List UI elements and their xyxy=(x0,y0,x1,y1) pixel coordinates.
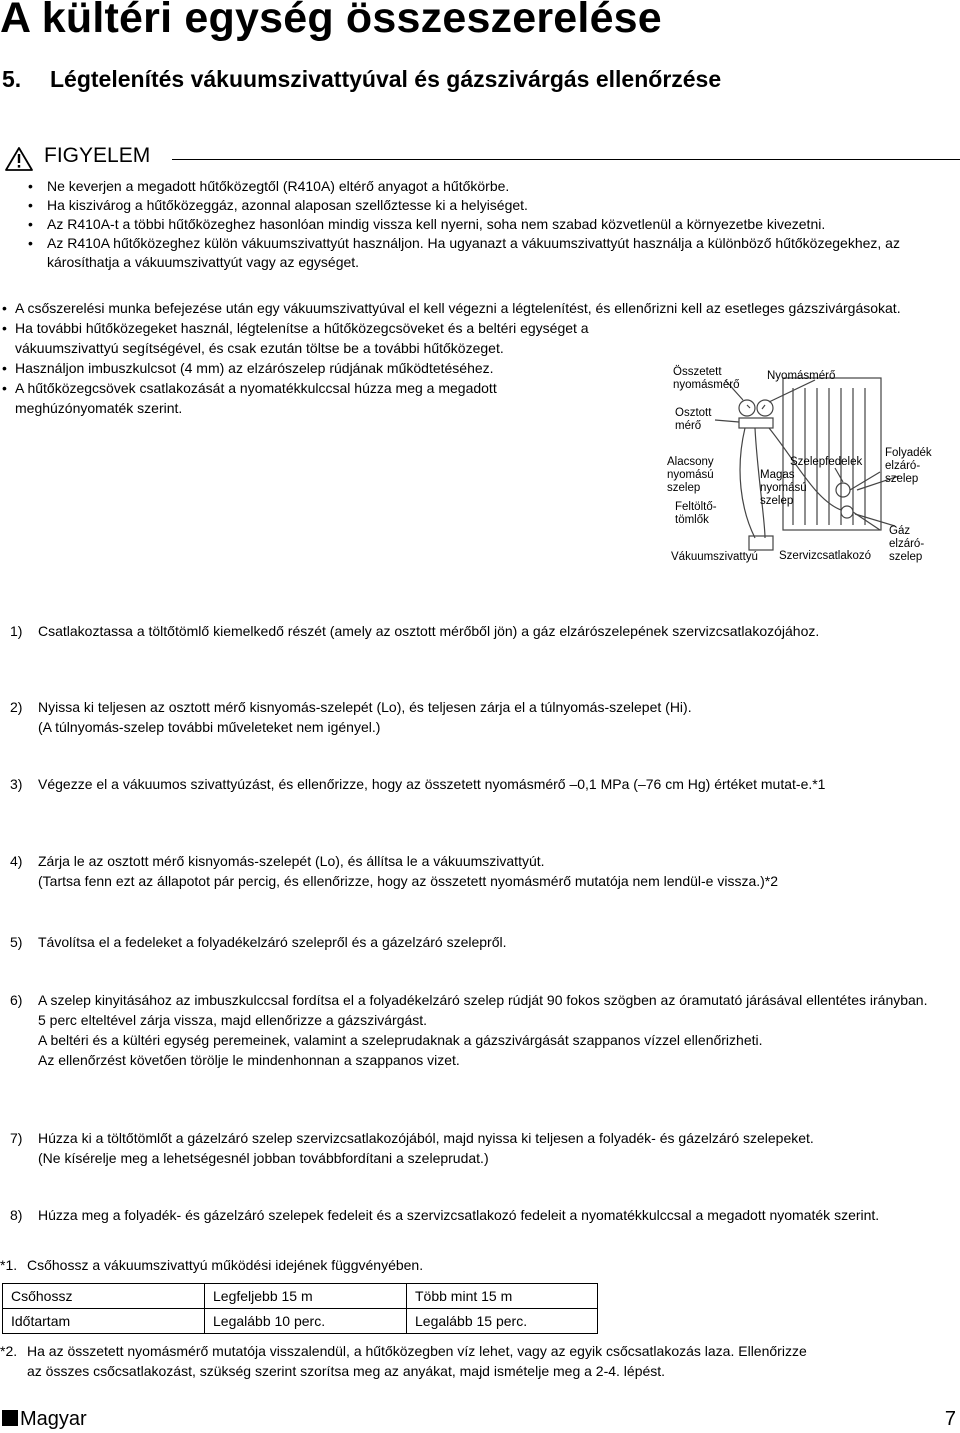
duration-table xyxy=(2,1283,598,1334)
footnote-1 xyxy=(0,1255,955,1275)
label-low-valve: Alacsony nyomású szelep xyxy=(667,456,714,494)
label-pressure-gauge: Nyomásmérő xyxy=(767,370,836,382)
step-text: (A túlnyomás-szelep további műveleteket nem igényel.) xyxy=(38,719,381,735)
warning-item: • Az R410A-t a többi hűtőközeghez hasonlóan mindig vissza kell nyerni, soha nem szabad közvetlenül a környezetbe kivezetni. xyxy=(28,215,958,234)
step-text: Húzza ki a töltőtömlőt a gázelzáró szelep szervizcsatlakozójából, majd nyissa ki teljesen a folyadék- és gázelzáró szelepeket. xyxy=(38,1130,814,1146)
step xyxy=(10,990,950,1070)
main-item: • Ha további hűtőközegeket használ, légtelenítse a hűtőközegcsöveket és a beltéri egységet a vákuumszivattyú segítségével, és csak ezután töltse be a további hűtőközeget. xyxy=(0,318,600,358)
step-text: (Ne kísérelje meg a lehetségesnél jobban továbbfordítani a szeleprudat.) xyxy=(38,1150,489,1166)
table-cell: Legalább 10 perc. xyxy=(205,1309,407,1334)
step xyxy=(10,1205,950,1225)
step-number: 7) xyxy=(10,1130,23,1146)
table-cell: Több mint 15 m xyxy=(407,1284,598,1309)
label-gas-valve: Gáz elzáró-szelep xyxy=(889,525,925,563)
label-manifold-gauge: Osztott mérő xyxy=(675,407,712,432)
step-text: Az ellenőrzést követően törölje le mindenhonnan a szappanos vizet. xyxy=(38,1052,460,1068)
warning-list xyxy=(28,177,958,272)
table-cell: Csőhossz xyxy=(3,1284,205,1309)
warning-item: • Az R410A hűtőközeghez külön vákuumszivattyút használjon. Ha ugyanazt a vákuumszivattyút használja a különböző hűtőközegekhez, az károsíthatja a vákuumszivattyút vagy az egységet. xyxy=(28,234,958,272)
main-item: • A csőszerelési munka befejezése után egy vákuumszivattyúval el kell végezni a légtelenítést, és ellenőrizni kell az esetleges gázszivárgásokat. xyxy=(0,298,950,318)
step-text: 5 perc elteltével zárja vissza, majd ellenőrizze a gázszivárgást. xyxy=(38,1012,428,1028)
footnote-2 xyxy=(0,1341,955,1381)
warning-header xyxy=(4,144,960,172)
step-text: (Tartsa fenn ezt az állapotot pár percig, és ellenőrizze, hogy az összetett nyomásmérő mutatója nem lendül-e vissza.)*2 xyxy=(38,873,779,889)
square-bullet-icon xyxy=(2,1410,18,1426)
table-cell: Időtartam xyxy=(3,1309,205,1334)
warning-triangle-icon xyxy=(4,146,34,172)
step-number: 8) xyxy=(10,1207,23,1223)
step xyxy=(10,621,950,641)
step-number: 1) xyxy=(10,623,23,639)
label-charge-hose: Feltöltő-tömlők xyxy=(675,501,717,526)
footnote-marker: *1. xyxy=(0,1257,18,1273)
footnote-text: az összes csőcsatlakozást, szükség szerint szorítsa meg az anyákat, majd ismételje meg a 2-4. lépést. xyxy=(27,1363,666,1379)
label-liquid-valve: Folyadék elzáró-szelep xyxy=(885,447,932,485)
step-text: Távolítsa el a fedeleket a folyadékelzáró szelepről és a gázelzáró szelepről. xyxy=(38,934,507,950)
section-number: 5. xyxy=(2,66,22,92)
step-text: A beltéri és a kültéri egység peremeinek, valamint a szeleprudaknak a gázszivárgását szappanos vízzel ellenőrizheti. xyxy=(38,1032,763,1048)
page-title: A kültéri egység összeszerelése xyxy=(0,0,662,42)
table-cell: Legalább 15 perc. xyxy=(407,1309,598,1334)
step-text: Végezze el a vákuumos szivattyúzást, és ellenőrizze, hogy az összetett nyomásmérő –0,1 MPa (–76 cm Hg) értéket mutat-e.*1 xyxy=(38,776,826,792)
step xyxy=(10,1128,950,1168)
step-number: 6) xyxy=(10,992,23,1008)
step-text: Nyissa ki teljesen az osztott mérő kisnyomás-szelepét (Lo), és teljesen zárja el a túlnyomás-szelepet (Hi). xyxy=(38,699,692,715)
step-text: A szelep kinyitásához az imbuszkulccsal fordítsa el a folyadékelzáró szelep rúdját 90 fokos szögben az óramutató járásával ellentétes irányban. xyxy=(38,992,928,1008)
footer-language-label: Magyar xyxy=(20,1408,87,1430)
footnote-marker: *2. xyxy=(0,1343,18,1359)
label-compound-gauge: Összetett nyomásmérő xyxy=(673,366,740,391)
footnote-text: Csőhossz a vákuumszivattyú működési idejének függvényében. xyxy=(27,1257,424,1273)
label-vacuum-pump: Vákuumszivattyú xyxy=(671,551,758,563)
step-text: Zárja le az osztott mérő kisnyomás-szelepét (Lo), és állítsa le a vákuumszivattyút. xyxy=(38,853,545,869)
step-number: 2) xyxy=(10,699,23,715)
table-row xyxy=(3,1309,598,1334)
footer-language xyxy=(2,1408,87,1431)
table-row xyxy=(3,1284,598,1309)
page-number: 7 xyxy=(944,1408,956,1430)
warning-item: • Ne keverjen a megadott hűtőközegtől (R410A) eltérő anyagot a hűtőkörbe. xyxy=(28,177,958,196)
section-heading xyxy=(2,66,721,93)
step xyxy=(10,932,950,952)
label-service-port: Szervizcsatlakozó xyxy=(779,550,872,562)
label-high-valve: Magas nyomású szelep xyxy=(760,469,807,507)
step xyxy=(10,851,950,891)
step xyxy=(10,774,950,794)
warning-rule xyxy=(172,159,960,160)
step-text: Húzza meg a folyadék- és gázelzáró szelepek fedeleit és a szervizcsatlakozó fedeleit a nyomatékkulccsal a megadott nyomaték szerint. xyxy=(38,1207,880,1223)
step-number: 5) xyxy=(10,934,23,950)
label-valve-caps: Szelepfedelek xyxy=(790,456,863,468)
section-title: Légtelenítés vákuumszivattyúval és gázszivárgás ellenőrzése xyxy=(50,66,722,92)
table-cell: Legfeljebb 15 m xyxy=(205,1284,407,1309)
step xyxy=(10,697,950,737)
footnote-text: Ha az összetett nyomásmérő mutatója visszalendül, a hűtőközegben víz lehet, vagy az egyik csőcsatlakozás laza. Ellenőrizze xyxy=(27,1343,807,1359)
main-item: • A hűtőközegcsövek csatlakozását a nyomatékkulccsal húzza meg a megadott meghúzónyomaték szerint. xyxy=(0,378,600,418)
step-text: Csatlakoztassa a töltőtömlő kiemelkedő részét (amely az osztott mérőből jön) a gáz elzárószelepének szervizcsatlakozójához. xyxy=(38,623,820,639)
warning-label: FIGYELEM xyxy=(44,144,151,167)
step-number: 3) xyxy=(10,776,23,792)
step-number: 4) xyxy=(10,853,23,869)
main-item: • Használjon imbuszkulcsot (4 mm) az elzárószelep rúdjának működtetéséhez. xyxy=(0,358,600,378)
warning-item: • Ha kiszivárog a hűtőközeggáz, azonnal alaposan szellőztesse ki a helyiséget. xyxy=(28,196,958,215)
vacuum-diagram xyxy=(665,360,960,570)
